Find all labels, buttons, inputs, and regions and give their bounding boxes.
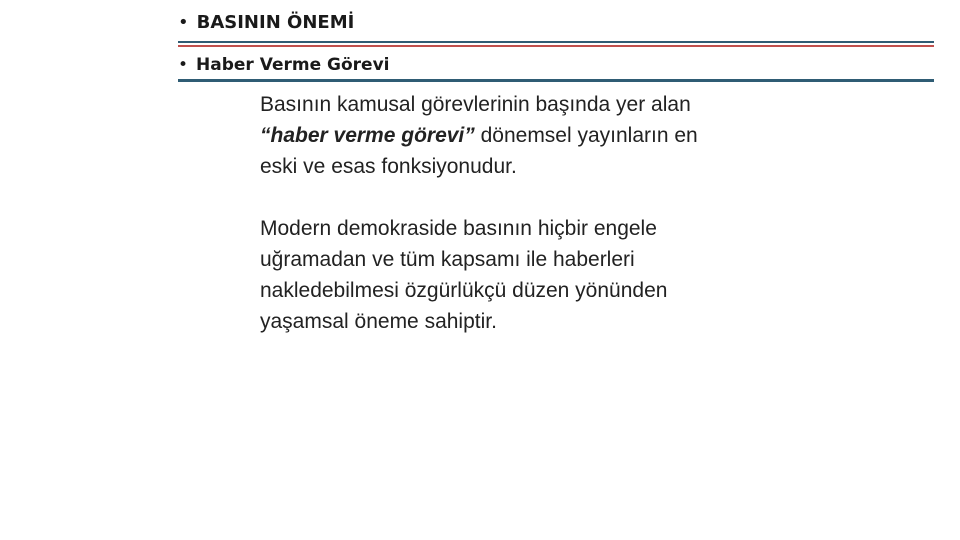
- paragraph-line: uğramadan ve tüm kapsamı ile haberleri: [260, 248, 635, 271]
- divider-line-red: [178, 45, 934, 47]
- bullet-icon: •: [178, 12, 189, 33]
- paragraph-line: Basının kamusal görevlerinin başında yer alan: [260, 93, 691, 116]
- title-divider: [178, 41, 934, 47]
- paragraph-line-rest: dönemsel yayınların en: [474, 124, 698, 147]
- section-title: [178, 12, 354, 33]
- subtitle-divider: [178, 79, 934, 82]
- emphasized-term: “haber verme görevi”: [260, 124, 475, 147]
- bullet-icon: •: [178, 55, 189, 75]
- section-title-text: BASININ ÖNEMİ: [196, 12, 355, 33]
- paragraph-line: [260, 120, 860, 151]
- section-subtitle-text: Haber Verme Görevi: [196, 55, 390, 75]
- paragraph-news-duty: [260, 89, 860, 182]
- paragraph-line: eski ve esas fonksiyonudur.: [260, 155, 517, 178]
- paragraph-line: nakledebilmesi özgürlükçü düzen yönünden: [260, 279, 668, 302]
- section-subtitle: [178, 55, 390, 75]
- divider-line-blue: [178, 79, 934, 82]
- paragraph-line: yaşamsal öneme sahiptir.: [260, 310, 497, 333]
- paragraph-democracy: [260, 213, 860, 337]
- paragraph-line: Modern demokraside basının hiçbir engele: [260, 217, 657, 240]
